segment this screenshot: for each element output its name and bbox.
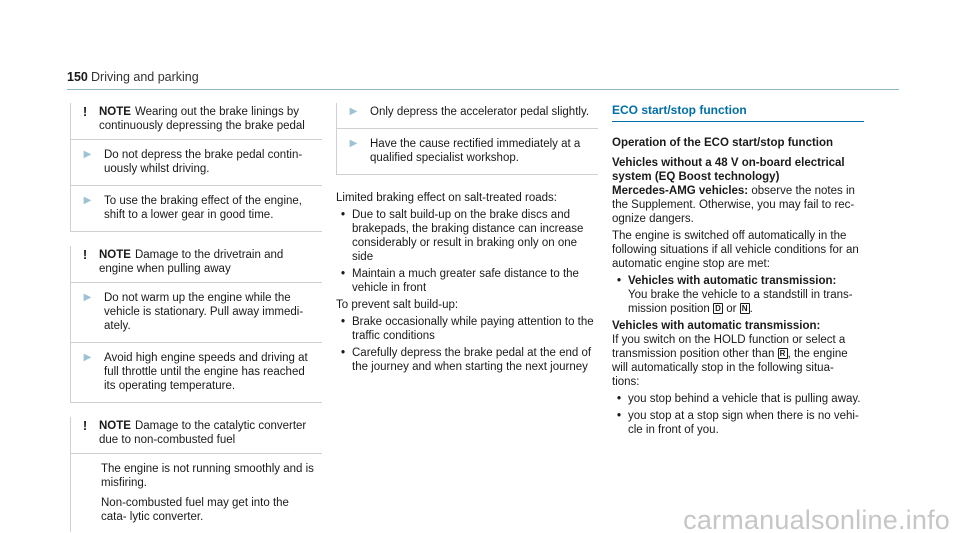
amg-text: observe the notes in the Supplement. Otherwise, you may fail to rec- ognize dangers. [612, 185, 855, 225]
paragraph-prevent-salt: To prevent salt build-up: [336, 299, 459, 311]
note-drivetrain [70, 246, 322, 403]
bullet-list-automatic [612, 274, 864, 316]
list-item: • Brake occasionally while paying attention to the traffic conditions [336, 315, 598, 343]
play-arrow-icon: ▶ [83, 149, 92, 160]
note-step-text: Do not warm up the engine while the vehicle is stationary. Pull away immedi- ately. [104, 292, 304, 332]
subheading-automatic: Vehicles with automatic transmission: [612, 320, 821, 332]
play-arrow-icon: ▶ [349, 138, 358, 149]
play-arrow-icon: ▶ [83, 195, 92, 206]
section-heading-eco: ECO start/stop function [612, 103, 864, 122]
note-header [71, 103, 322, 140]
paragraph-salt-roads: Limited braking effect on salt-treated roads: [336, 192, 557, 204]
note-title: NOTE [99, 249, 131, 261]
note-paragraph: Non-combusted fuel may get into the cata- lytic converter. [101, 497, 289, 523]
note-header [71, 417, 322, 454]
note-step [71, 140, 322, 186]
subheading-vehicles-48v: Vehicles without a 48 V on-board electrical system (EQ Boost technology) [612, 157, 845, 183]
warning-icon: ! [82, 247, 88, 262]
play-arrow-icon: ▶ [349, 106, 358, 117]
bullet-list-salt [336, 208, 598, 295]
subheading-operation: Operation of the ECO start/stop function [612, 137, 834, 149]
note-step-text: Do not depress the brake pedal contin- uously whilst driving. [104, 149, 303, 175]
note-step [71, 343, 322, 402]
gear-d-icon: D [713, 303, 723, 314]
note-step-text: Avoid high engine speeds and driving at full throttle until the engine has reached its operating temperature. [104, 352, 308, 392]
play-arrow-icon: ▶ [83, 292, 92, 303]
amg-label: Mercedes-AMG vehicles: [612, 185, 749, 197]
note-title: NOTE [99, 420, 131, 432]
list-item: • you stop at a stop sign when there is no vehi- cle in front of you. [612, 409, 864, 437]
page-header [67, 68, 899, 90]
column-left [70, 103, 322, 532]
note-header [71, 246, 322, 283]
paragraph-auto-stop: The engine is switched off automatically in the following situations if all vehicle conditions for an automatic engine stop are met: [612, 230, 859, 270]
note-step-text: Only depress the accelerator pedal slightly. [370, 106, 590, 118]
note-text: Damage to the drivetrain and engine when pulling away [99, 249, 284, 275]
list-item: • Vehicles with automatic transmission: You brake the vehicle to a standstill in trans- mission position D or N . [612, 274, 864, 316]
note-step [337, 129, 598, 174]
list-item: • Carefully depress the brake pedal at the end of the journey and when starting the next journey [336, 346, 598, 374]
column-right [612, 103, 864, 440]
note-brake-linings [70, 103, 322, 232]
paragraph-hold: If you switch on the HOLD function or select a transmission position other than R , the engine will automatically stop in the following situa- tions: [612, 334, 848, 388]
watermark: carmanualsonline.info [683, 505, 950, 533]
note-step [71, 283, 322, 343]
note-title: NOTE [99, 106, 131, 118]
play-arrow-icon: ▶ [83, 352, 92, 363]
auto-trans-label: Vehicles with automatic transmission: [628, 275, 837, 287]
warning-icon: ! [82, 104, 88, 119]
list-item: • Maintain a much greater safe distance to the vehicle in front [336, 267, 598, 295]
note-continued [336, 103, 598, 175]
gear-n-icon: N [740, 303, 750, 314]
note-step-text: Have the cause rectified immediately at a qualified specialist workshop. [370, 138, 581, 164]
gear-r-icon: R [778, 348, 788, 359]
note-text: Wearing out the brake linings by continuously depressing the brake pedal [99, 106, 305, 132]
section-title: Driving and parking [91, 70, 199, 84]
warning-icon: ! [82, 418, 88, 433]
note-step [71, 186, 322, 231]
list-item: • you stop behind a vehicle that is pulling away. [612, 392, 864, 406]
note-step-text: To use the braking effect of the engine, shift to a lower gear in good time. [104, 195, 302, 221]
note-paragraph: The engine is not running smoothly and is misfiring. [101, 463, 314, 489]
paragraph-amg [612, 184, 864, 226]
note-catalytic-converter [70, 417, 322, 532]
note-body [71, 454, 322, 532]
note-step [337, 103, 598, 129]
column-middle [336, 103, 598, 377]
note-text: Damage to the catalytic converter due to non-combusted fuel [99, 420, 307, 446]
page-number: 150 [67, 70, 88, 84]
list-item: • Due to salt build-up on the brake discs and brakepads, the braking distance can increase considerably or result in braking only on one side [336, 208, 598, 264]
bullet-list-situations [612, 392, 864, 437]
bullet-list-prevent [336, 315, 598, 374]
